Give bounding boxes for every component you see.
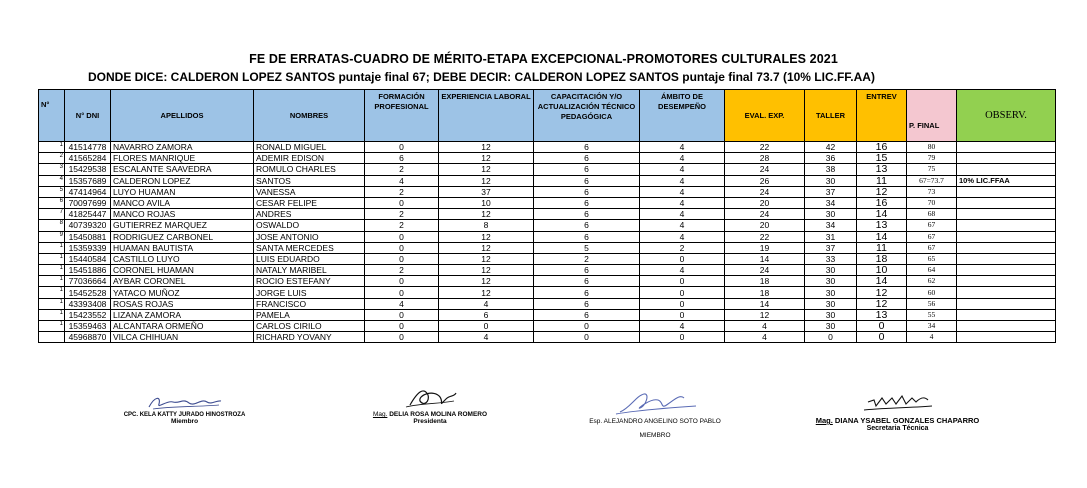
cell-ambito: 0 (640, 309, 725, 320)
cell-dni: 41825447 (65, 209, 111, 220)
cell-nombres: ROMULO CHARLES (254, 164, 365, 175)
cell-eval: 12 (725, 309, 805, 320)
table-row (39, 321, 1056, 332)
cell-eval: 4 (725, 321, 805, 332)
cell-formacion: 0 (365, 231, 439, 242)
cell-formacion: 2 (365, 186, 439, 197)
cell-pfinal: 73 (907, 186, 957, 197)
header-taller: TALLER (805, 90, 857, 142)
cell-experiencia: 6 (439, 309, 534, 320)
cell-n: 7 (39, 209, 65, 220)
cell-capacitacion: 2 (534, 253, 640, 264)
signature-scribble-3 (610, 388, 700, 418)
cell-entrev: 12 (857, 287, 907, 298)
cell-eval: 14 (725, 253, 805, 264)
cell-taller: 33 (805, 253, 857, 264)
cell-entrev: 10 (857, 265, 907, 276)
cell-nombres: SANTA MERCEDES (254, 242, 365, 253)
cell-capacitacion: 6 (534, 287, 640, 298)
cell-dni: 15359463 (65, 321, 111, 332)
cell-capacitacion: 6 (534, 298, 640, 309)
cell-observ (957, 265, 1056, 276)
signature-role: Miembro (170, 418, 199, 425)
cell-apellidos: AYBAR CORONEL (111, 276, 254, 287)
cell-nombres: VANESSA (254, 186, 365, 197)
cell-capacitacion: 6 (534, 209, 640, 220)
cell-nombres: CARLOS CIRILO (254, 321, 365, 332)
cell-experiencia: 12 (439, 175, 534, 186)
cell-ambito: 2 (640, 242, 725, 253)
cell-formacion: 0 (365, 332, 439, 343)
cell-capacitacion: 0 (534, 332, 640, 343)
cell-formacion: 0 (365, 276, 439, 287)
table-row (39, 253, 1056, 264)
header-nombres: NOMBRES (254, 90, 365, 142)
cell-taller: 38 (805, 164, 857, 175)
cell-taller: 37 (805, 242, 857, 253)
cell-n: 6 (39, 197, 65, 208)
cell-experiencia: 12 (439, 153, 534, 164)
cell-experiencia: 12 (439, 164, 534, 175)
cell-entrev: 11 (857, 242, 907, 253)
cell-nombres: ANDRES (254, 209, 365, 220)
cell-apellidos: VILCA CHIHUAN (111, 332, 254, 343)
cell-apellidos: ROSAS ROJAS (111, 298, 254, 309)
cell-taller: 31 (805, 231, 857, 242)
signature-prefix: Mag. (372, 411, 388, 418)
cell-eval: 24 (725, 209, 805, 220)
cell-taller: 30 (805, 265, 857, 276)
cell-entrev: 12 (857, 186, 907, 197)
cell-taller: 36 (805, 153, 857, 164)
cell-ambito: 4 (640, 265, 725, 276)
cell-dni: 45968870 (65, 332, 111, 343)
cell-capacitacion: 0 (534, 321, 640, 332)
cell-dni: 47414964 (65, 186, 111, 197)
cell-pfinal: 75 (907, 164, 957, 175)
cell-ambito: 0 (640, 298, 725, 309)
cell-observ (957, 153, 1056, 164)
cell-entrev: 11 (857, 175, 907, 186)
cell-observ (957, 253, 1056, 264)
cell-apellidos: RODRIGUEZ CARBONEL (111, 231, 254, 242)
cell-entrev: 0 (857, 321, 907, 332)
cell-pfinal: 67=73.7 (907, 175, 957, 186)
signature-name: DELIA ROSA MOLINA ROMERO (389, 411, 488, 418)
cell-apellidos: LUYO HUAMAN (111, 186, 254, 197)
cell-dni: 15440584 (65, 253, 111, 264)
cell-experiencia: 12 (439, 276, 534, 287)
cell-n: 1 (39, 253, 65, 264)
cell-pfinal: 55 (907, 309, 957, 320)
cell-pfinal: 67 (907, 220, 957, 231)
cell-nombres: FRANCISCO (254, 298, 365, 309)
cell-apellidos: MANCO ROJAS (111, 209, 254, 220)
cell-nombres: ADEMIR EDISON (254, 153, 365, 164)
cell-experiencia: 37 (439, 186, 534, 197)
cell-experiencia: 12 (439, 253, 534, 264)
cell-ambito: 4 (640, 142, 725, 153)
cell-pfinal: 34 (907, 321, 957, 332)
table-row (39, 276, 1056, 287)
cell-dni: 15357689 (65, 175, 111, 186)
signature-name: CPC. KELA KATTY JURADO HINOSTROZA (123, 412, 246, 418)
cell-n (39, 332, 65, 343)
signature-prefix: Mag. (815, 416, 833, 425)
cell-formacion: 0 (365, 309, 439, 320)
table-row (39, 309, 1056, 320)
table-row (39, 153, 1056, 164)
cell-dni: 43393408 (65, 298, 111, 309)
cell-taller: 42 (805, 142, 857, 153)
cell-pfinal: 70 (907, 197, 957, 208)
cell-capacitacion: 6 (534, 164, 640, 175)
table-row (39, 175, 1056, 186)
cell-capacitacion: 5 (534, 242, 640, 253)
document-subtitle: DONDE DICE: CALDERON LOPEZ SANTOS puntaje final 67; DEBE DECIR: CALDERON LOPEZ SANTOS puntaje final 73.7 (10% LIC.FF.AA) (88, 70, 875, 84)
cell-formacion: 4 (365, 175, 439, 186)
cell-n: 2 (39, 153, 65, 164)
cell-dni: 40739320 (65, 220, 111, 231)
cell-n: 5 (39, 186, 65, 197)
cell-pfinal: 80 (907, 142, 957, 153)
header-experiencia: EXPERIENCIA LABORAL (439, 90, 534, 142)
cell-entrev: 16 (857, 142, 907, 153)
cell-n: 1 (39, 242, 65, 253)
cell-capacitacion: 6 (534, 153, 640, 164)
cell-capacitacion: 6 (534, 197, 640, 208)
cell-ambito: 0 (640, 287, 725, 298)
cell-apellidos: HUAMAN BAUTISTA (111, 242, 254, 253)
cell-apellidos: LIZANA ZAMORA (111, 309, 254, 320)
cell-observ (957, 287, 1056, 298)
signature-role: Presidenta (413, 418, 447, 425)
header-entrev: ENTREV (857, 90, 907, 142)
cell-ambito: 4 (640, 321, 725, 332)
table-row (39, 186, 1056, 197)
cell-taller: 30 (805, 175, 857, 186)
header-eval: EVAL. EXP. (725, 90, 805, 142)
cell-taller: 30 (805, 321, 857, 332)
cell-observ: 10% LIC.FFAA (957, 175, 1056, 186)
cell-dni: 15429538 (65, 164, 111, 175)
cell-pfinal: 65 (907, 253, 957, 264)
table-row (39, 298, 1056, 309)
table-row (39, 265, 1056, 276)
cell-nombres: PAMELA (254, 309, 365, 320)
header-n: N° (39, 90, 65, 142)
cell-ambito: 4 (640, 175, 725, 186)
signature-block-jurado (112, 392, 257, 425)
cell-apellidos: CORONEL HUAMAN (111, 265, 254, 276)
cell-entrev: 14 (857, 209, 907, 220)
cell-nombres: LUIS EDUARDO (254, 253, 365, 264)
table-row (39, 287, 1056, 298)
cell-nombres: SANTOS (254, 175, 365, 186)
cell-observ (957, 197, 1056, 208)
cell-observ (957, 209, 1056, 220)
cell-nombres: NATALY MARIBEL (254, 265, 365, 276)
cell-eval: 20 (725, 220, 805, 231)
cell-experiencia: 12 (439, 231, 534, 242)
table-row (39, 332, 1056, 343)
cell-nombres: RONALD MIGUEL (254, 142, 365, 153)
cell-ambito: 4 (640, 164, 725, 175)
cell-eval: 18 (725, 276, 805, 287)
cell-eval: 18 (725, 287, 805, 298)
cell-entrev: 13 (857, 309, 907, 320)
cell-n: 8 (39, 220, 65, 231)
cell-observ (957, 298, 1056, 309)
cell-taller: 30 (805, 298, 857, 309)
cell-taller: 34 (805, 220, 857, 231)
header-apellidos: APELLIDOS (111, 90, 254, 142)
cell-dni: 15423552 (65, 309, 111, 320)
header-pfinal: P. FINAL (907, 90, 957, 142)
table-row (39, 197, 1056, 208)
cell-ambito: 4 (640, 231, 725, 242)
cell-dni: 15451886 (65, 265, 111, 276)
table-header-row (39, 90, 1056, 142)
cell-taller: 34 (805, 197, 857, 208)
document-title: FE DE ERRATAS-CUADRO DE MÉRITO-ETAPA EXCEPCIONAL-PROMOTORES CULTURALES 2021 (249, 52, 838, 66)
cell-observ (957, 220, 1056, 231)
cell-dni: 15359339 (65, 242, 111, 253)
cell-pfinal: 68 (907, 209, 957, 220)
cell-nombres: RICHARD YOVANY (254, 332, 365, 343)
cell-observ (957, 276, 1056, 287)
cell-nombres: ROCIO ESTEFANY (254, 276, 365, 287)
cell-pfinal: 62 (907, 276, 957, 287)
cell-observ (957, 321, 1056, 332)
cell-formacion: 2 (365, 265, 439, 276)
signature-block-molina (355, 385, 505, 425)
cell-observ (957, 186, 1056, 197)
cell-ambito: 4 (640, 220, 725, 231)
cell-pfinal: 60 (907, 287, 957, 298)
cell-capacitacion: 6 (534, 309, 640, 320)
cell-formacion: 0 (365, 197, 439, 208)
cell-dni: 41565284 (65, 153, 111, 164)
cell-pfinal: 64 (907, 265, 957, 276)
merit-table (38, 89, 1056, 343)
cell-ambito: 4 (640, 186, 725, 197)
cell-entrev: 0 (857, 332, 907, 343)
cell-ambito: 0 (640, 253, 725, 264)
cell-formacion: 0 (365, 287, 439, 298)
cell-dni: 15450881 (65, 231, 111, 242)
cell-formacion: 2 (365, 220, 439, 231)
cell-observ (957, 142, 1056, 153)
cell-experiencia: 4 (439, 298, 534, 309)
cell-capacitacion: 6 (534, 186, 640, 197)
cell-taller: 30 (805, 276, 857, 287)
cell-pfinal: 67 (907, 231, 957, 242)
table-row (39, 220, 1056, 231)
signature-name: Esp. ALEJANDRO ANGELINO SOTO PABLO (589, 418, 721, 425)
cell-ambito: 4 (640, 153, 725, 164)
cell-n: 9 (39, 231, 65, 242)
cell-entrev: 16 (857, 197, 907, 208)
cell-observ (957, 332, 1056, 343)
cell-experiencia: 0 (439, 321, 534, 332)
cell-n: 1 (39, 287, 65, 298)
cell-n: 1 (39, 142, 65, 153)
cell-taller: 30 (805, 309, 857, 320)
cell-eval: 4 (725, 332, 805, 343)
cell-nombres: OSWALDO (254, 220, 365, 231)
cell-experiencia: 12 (439, 209, 534, 220)
cell-nombres: CESAR FELIPE (254, 197, 365, 208)
cell-taller: 30 (805, 209, 857, 220)
cell-eval: 24 (725, 265, 805, 276)
cell-experiencia: 12 (439, 265, 534, 276)
cell-capacitacion: 6 (534, 175, 640, 186)
cell-ambito: 0 (640, 276, 725, 287)
header-observ: OBSERV. (957, 90, 1056, 142)
header-dni: N° DNI (65, 90, 111, 142)
cell-eval: 22 (725, 142, 805, 153)
signature-block-gonzales (805, 388, 990, 432)
cell-eval: 24 (725, 164, 805, 175)
cell-capacitacion: 6 (534, 220, 640, 231)
cell-capacitacion: 6 (534, 276, 640, 287)
cell-n: 1 (39, 298, 65, 309)
cell-ambito: 0 (640, 332, 725, 343)
signature-scribble-4 (858, 388, 938, 416)
table-row (39, 142, 1056, 153)
cell-experiencia: 12 (439, 242, 534, 253)
cell-dni: 15452528 (65, 287, 111, 298)
cell-entrev: 18 (857, 253, 907, 264)
header-ambito: ÁMBITO DE DESEMPEÑO (640, 90, 725, 142)
cell-n: 4 (39, 175, 65, 186)
signature-scribble-2 (400, 385, 460, 411)
cell-entrev: 15 (857, 153, 907, 164)
cell-taller: 30 (805, 287, 857, 298)
cell-formacion: 0 (365, 253, 439, 264)
cell-n: 1 (39, 309, 65, 320)
cell-n: 1 (39, 276, 65, 287)
cell-capacitacion: 6 (534, 265, 640, 276)
cell-entrev: 14 (857, 276, 907, 287)
cell-eval: 24 (725, 186, 805, 197)
cell-nombres: JORGE LUIS (254, 287, 365, 298)
cell-eval: 28 (725, 153, 805, 164)
cell-formacion: 0 (365, 242, 439, 253)
cell-eval: 26 (725, 175, 805, 186)
signature-role: MIEMBRO (639, 432, 671, 439)
cell-eval: 22 (725, 231, 805, 242)
cell-ambito: 4 (640, 197, 725, 208)
cell-experiencia: 12 (439, 287, 534, 298)
cell-ambito: 4 (640, 209, 725, 220)
cell-apellidos: GUTIERREZ MARQUEZ (111, 220, 254, 231)
cell-formacion: 0 (365, 321, 439, 332)
cell-formacion: 2 (365, 209, 439, 220)
cell-formacion: 6 (365, 153, 439, 164)
cell-dni: 41514778 (65, 142, 111, 153)
signature-block-soto (580, 388, 730, 439)
cell-capacitacion: 6 (534, 142, 640, 153)
cell-dni: 77036664 (65, 276, 111, 287)
table-row (39, 164, 1056, 175)
cell-formacion: 4 (365, 298, 439, 309)
cell-eval: 14 (725, 298, 805, 309)
cell-apellidos: CALDERON LOPEZ (111, 175, 254, 186)
header-capacitacion: CAPACITACIÓN Y/O ACTUALIZACIÓN TÉCNICO PEDAGÓGICA (534, 90, 640, 142)
cell-experiencia: 10 (439, 197, 534, 208)
cell-apellidos: ESCALANTE SAAVEDRA (111, 164, 254, 175)
signature-name: DIANA YSABEL GONZALES CHAPARRO (834, 416, 980, 425)
cell-capacitacion: 6 (534, 231, 640, 242)
cell-apellidos: ALCANTARA ORMEÑO (111, 321, 254, 332)
cell-apellidos: MANCO AVILA (111, 197, 254, 208)
signature-scribble-1 (145, 392, 225, 412)
cell-entrev: 13 (857, 164, 907, 175)
cell-experiencia: 8 (439, 220, 534, 231)
cell-n: 3 (39, 164, 65, 175)
cell-observ (957, 309, 1056, 320)
cell-taller: 0 (805, 332, 857, 343)
cell-pfinal: 67 (907, 242, 957, 253)
cell-eval: 19 (725, 242, 805, 253)
cell-n: 1 (39, 321, 65, 332)
cell-entrev: 13 (857, 220, 907, 231)
cell-pfinal: 4 (907, 332, 957, 343)
cell-experiencia: 12 (439, 142, 534, 153)
header-formacion: FORMACIÓN PROFESIONAL (365, 90, 439, 142)
cell-nombres: JOSE ANTONIO (254, 231, 365, 242)
cell-n: 1 (39, 265, 65, 276)
table-row (39, 209, 1056, 220)
cell-entrev: 14 (857, 231, 907, 242)
cell-formacion: 0 (365, 142, 439, 153)
cell-apellidos: FLORES MANRIQUE (111, 153, 254, 164)
cell-observ (957, 164, 1056, 175)
cell-observ (957, 242, 1056, 253)
cell-pfinal: 56 (907, 298, 957, 309)
cell-formacion: 2 (365, 164, 439, 175)
cell-observ (957, 231, 1056, 242)
signature-role: Secretaria Técnica (866, 425, 929, 432)
table-row (39, 231, 1056, 242)
cell-pfinal: 79 (907, 153, 957, 164)
cell-dni: 70097699 (65, 197, 111, 208)
cell-apellidos: CASTILLO LUYO (111, 253, 254, 264)
cell-apellidos: NAVARRO ZAMORA (111, 142, 254, 153)
cell-experiencia: 4 (439, 332, 534, 343)
cell-entrev: 12 (857, 298, 907, 309)
table-row (39, 242, 1056, 253)
cell-apellidos: YATACO MUÑOZ (111, 287, 254, 298)
cell-taller: 37 (805, 186, 857, 197)
cell-eval: 20 (725, 197, 805, 208)
